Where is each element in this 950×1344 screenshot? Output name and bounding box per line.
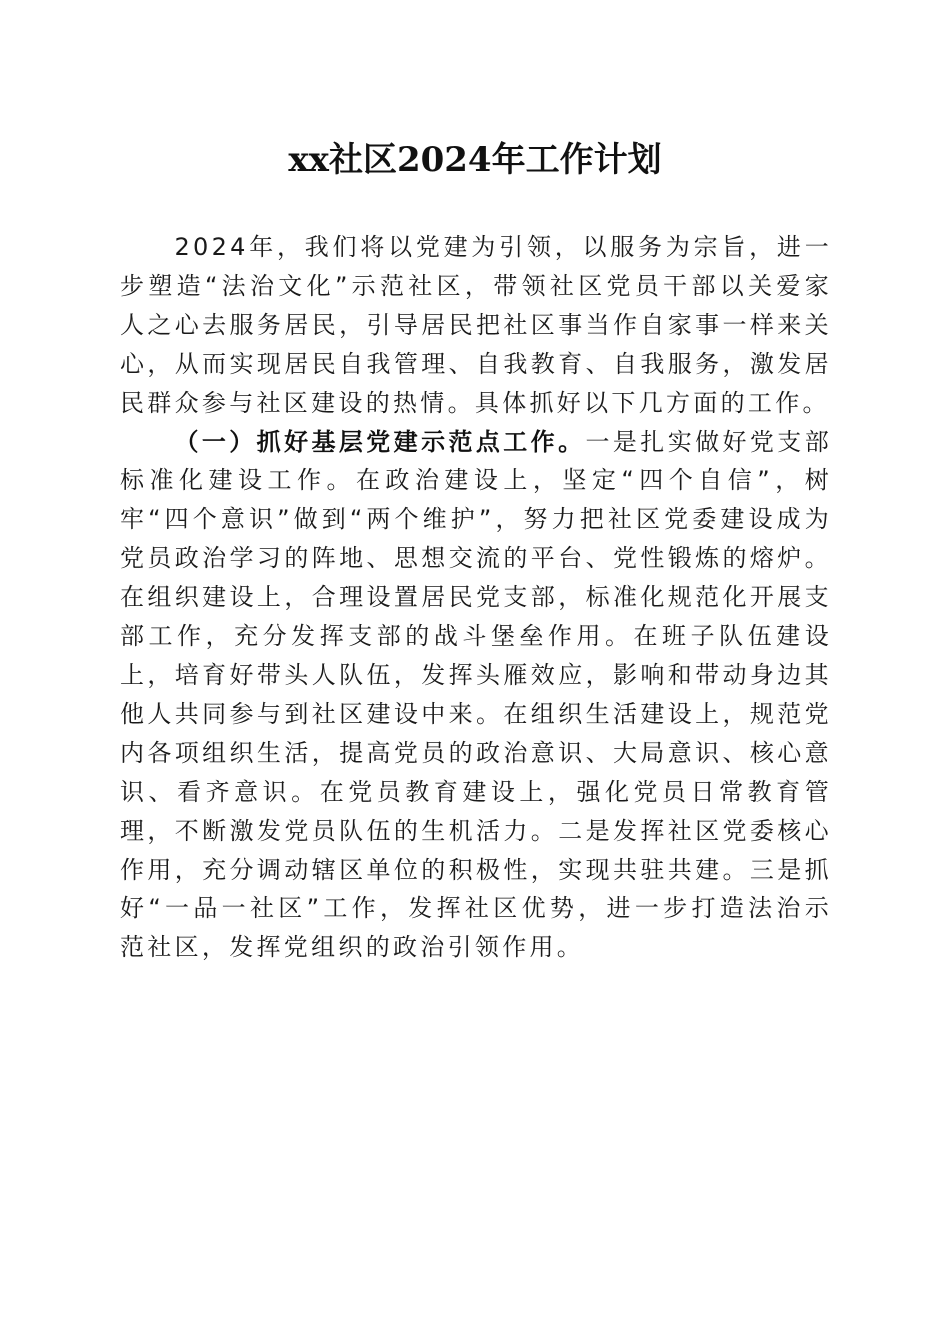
- intro-paragraph: 2024年，我们将以党建为引领，以服务为宗旨，进一步塑造“法治文化”示范社区，带领社区党员干部以关爱家人之心去服务居民，引导居民把社区事当作自家事一样来关心，从而实现居民自我管理、自我教育、自我服务，激发居民群众参与社区建设的热情。具体抓好以下几方面的工作。: [120, 233, 832, 417]
- section-text: 一是扎实做好党支部标准化建设工作。在政治建设上，坚定“四个自信”，树牢“四个意识”做到“两个维护”，努力把社区党委建设成为党员政治学习的阵地、思想交流的平台、党性锻炼的熔炉。在组织建设上，合理设置居民党支部，标准化规范化开展支部工作，充分发挥支部的战斗堡垒作用。在班子队伍建设上，培育好带头人队伍，发挥头雁效应，影响和带动身边其他人共同参与到社区建设中来。在组织生活建设上，规范党内各项组织生活，提高党员的政治意识、大局意识、核心意识、看齐意识。在党员教育建设上，强化党员日常教育管理，不断激发党员队伍的生机活力。二是发挥社区党委核心作用，充分调动辖区单位的积极性，实现共驻共建。三是抓好“一品一社区”工作，发挥社区优势，进一步打造法治示范社区，发挥党组织的政治引领作用。: [120, 427, 833, 962]
- section-heading: （一）抓好基层党建示范点工作。: [174, 427, 586, 456]
- document-body: [120, 228, 832, 967]
- document-title: xx社区2024年工作计划: [288, 140, 662, 180]
- section-paragraph: [120, 423, 832, 968]
